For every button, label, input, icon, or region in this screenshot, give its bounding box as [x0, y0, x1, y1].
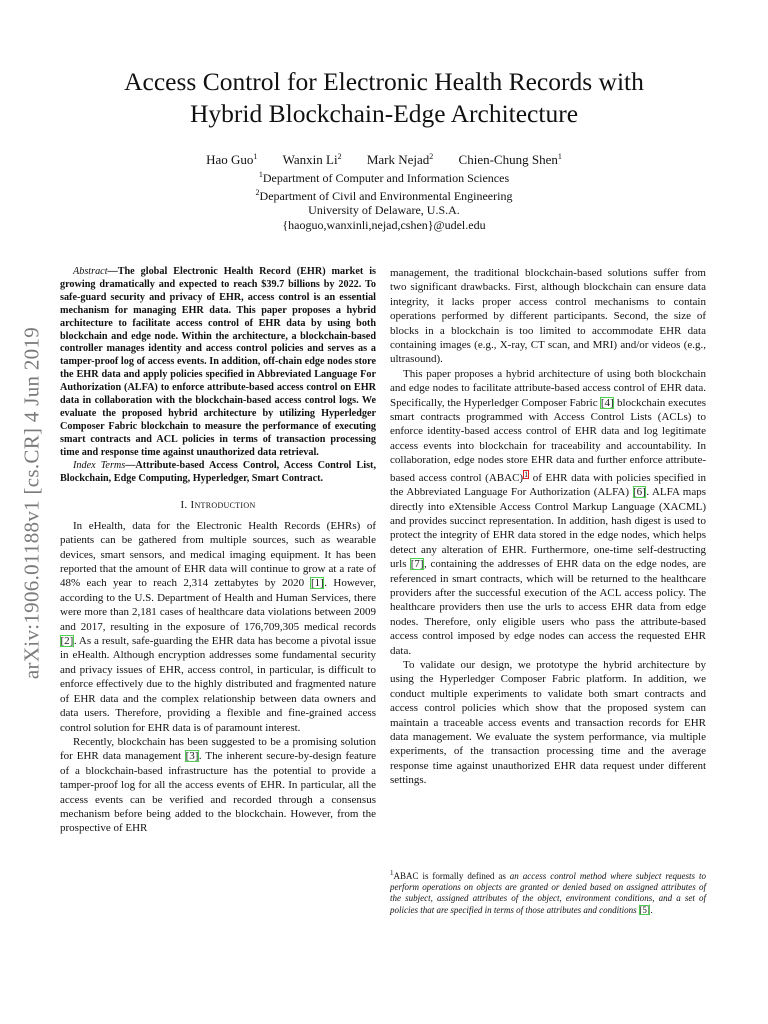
title-line-1: Access Control for Electronic Health Records with	[124, 67, 644, 96]
abstract-lead: Abstract	[73, 266, 108, 277]
paper-header	[60, 66, 708, 232]
citation-link[interactable]: [4]	[600, 396, 614, 409]
author: Mark Nejad$^2$	[366, 152, 434, 167]
abstract-text: —The global Electronic Health Record (EHR) market is growing dramatically and expected to reach $39.7 billions by 2022. To safe-guard security and privacy of EHR, access control is an essential mechanism for managing EHR data. This paper proposes a hybrid architecture to facilitate access control of EHR data by using both blockchain and edge node. Within the architecture, a blockchain-based controller manages identity and access control policies and serves as a tamper-proof log of access events. In addition, off-chain edge nodes store the EHR data and apply policies specified in Abbreviated Language For Authorization (ALFA) to enforce attribute-based access control on EHR data in collaboration with the blockchain-based access control logs. We evaluate the proposed hybrid architecture by utilizing Hyperledger Composer Fabric blockchain to measure the performance of executing smart contracts and ACL policies in terms of transaction processing time and response time against unauthorized data retrieval.	[60, 266, 376, 458]
abstract	[60, 266, 376, 460]
citation-link[interactable]: [6]	[633, 486, 646, 499]
footnote-definition: an access control method where subject requests to perform operations on objects are granted or denied based on assigned attributes of the subject, assigned attributes of the object, environment conditions, and a set of policies that are specified in terms of those attributes and conditions	[390, 871, 706, 915]
paragraph: To validate our design, we prototype the hybrid architecture by using the Hyperledger Composer Fabric platform. In addition, we conduct multiple experiments to validate both smart contracts and access control policies which show that the proposed system can maintain a traceable access events and transaction records for EHR data management. We evaluate the system performance, via multiple experiments, of the transaction processing time and the average response time against unauthorized EHR data request under different settings.	[390, 658, 706, 787]
university: University of Delaware, U.S.A.	[308, 203, 460, 217]
index-terms-lead: Index Terms	[73, 459, 126, 471]
paragraph: Recently, blockchain has been suggested to be a promising solution for EHR data management [3]. The inherent secure-by-design feature of a blockchain-based infrastructure has the potential to provide a tamper-proof log for all the access events of EHR. In particular, all the access events can be verified and recorded through a consensus mechanism before being added to the blockchain. However, from the prospective of EHR	[60, 735, 376, 835]
author: Chien-Chung Shen$^1$	[458, 152, 562, 167]
affiliation-1: $^1$Department of Computer and Information Sciences	[258, 170, 510, 185]
title-line-2: Hybrid Blockchain-Edge Architecture	[189, 99, 579, 128]
paragraph: In eHealth, data for the Electronic Health Records (EHRs) of patients can be gathered from multiple sources, such as wearable devices, smart sensors, and medical imaging equipment. It has been reported that the amount of EHR data will continue to grow at a rate of 48% each year to reach 2,314 zettabytes by 2020 [1]. However, according to the U.S. Department of Health and Human Services, there were more than 2,181 cases of healthcare data violations between 2009 and 2017, resulting in the exposure of 176,709,305 medical records [2]. As a result, safe-guarding the EHR data has become a pivotal issue in eHealth. Although encryption addresses some fundamental security and privacy issues of EHR, access control, in particular, is difficult to enforce effectively due to the highly distributed and fragmented nature of EHR data and the complex relationship between data owners and data users. Therefore, providing a flexible and fine-grained access control solution for EHR data is of paramount interest.	[60, 519, 377, 734]
section-heading-introduction: I. Introduction	[180, 499, 256, 512]
index-terms-text: —Attribute-based Access Control, Access Control List, Blockchain, Edge Computing, Hyperledger, Smart Contract.	[60, 459, 376, 484]
citation-link[interactable]: [1]	[310, 577, 324, 590]
footnote-mark: 1	[390, 869, 394, 877]
author: Hao Guo$^1$	[206, 152, 258, 167]
arxiv-stamp-text: arXiv:1906.01188v1 [cs.CR] 4 Jun 2019	[19, 326, 44, 680]
left-column	[60, 266, 376, 836]
footnote-link[interactable]: 1	[524, 469, 529, 479]
right-column	[390, 266, 706, 788]
citation-link[interactable]: [3]	[185, 750, 199, 763]
citation-link[interactable]: [7]	[410, 558, 424, 571]
author: Wanxin Li$^2$	[282, 152, 342, 167]
citation-link[interactable]: [5]	[639, 904, 650, 915]
index-terms	[60, 460, 376, 486]
author-emails: {haoguo,wanxinli,nejad,cshen}@udel.edu	[282, 217, 486, 232]
arxiv-stamp	[14, 283, 50, 723]
paper-title	[60, 66, 708, 130]
citation-link[interactable]: [2]	[60, 635, 74, 648]
author-list	[60, 148, 708, 168]
paragraph: management, the traditional blockchain-based solutions suffer from two significant drawbacks. First, although blockchain can ensure data integrity, it lacks proper access control mechanisms to contain operations performed by different participants. Second, the size of blocks in a blockchain is too limited to accommodate EHR data containing images (e.g., X-ray, CT scan, and MRI) and/or videos (e.g., ultrasound).	[390, 267, 706, 366]
affiliation-2: $^2$Department of Civil and Environmental Engineering	[255, 187, 513, 203]
footnote: $^1$ABAC is formally defined as an access control method where subject requests to perform operations on objects are granted or denied based on assigned attributes of the subject, assigned attributes of the object, environment conditions, and a set of policies that are specified in terms of those attributes and conditions [5].	[390, 869, 706, 915]
paragraph: This paper proposes a hybrid architecture of using both blockchain and edge nodes to facilitate attribute-based access control of EHR data. Specifically, the Hyperledger Composer Fabric [4] blockchain executes smart contracts programmed with Access Control Lists (ACLs) to enforce identity-based access control of EHR data and log legitimate access events into blockchain for traceability and accountability. In collaboration, edge nodes store EHR data and further enforce attribute-based access control (ABAC)$^1$ of EHR data with policies specified in the Abbreviated Language For Authorization (ALFA) [6]. ALFA maps directly into eXtensible Access Control Markup Language (XACML) and provides succinct representation. In addition, hash digest is used to protect the integrity of EHR data stored in the edge nodes, which helps detect any alteration of EHR. Furthermore, one-time self-destructing urls [7], containing the addresses of EHR data on the edge nodes, are referenced in smart contracts, which will be returned to the healthcare providers after the successful execution of the ACL access policy. The healthcare providers then use the urls to access EHR data from edge nodes. Therefore, only eligible users who pass the attribute-based access control imposed by edge nodes can access the requested EHR data.	[390, 367, 706, 657]
